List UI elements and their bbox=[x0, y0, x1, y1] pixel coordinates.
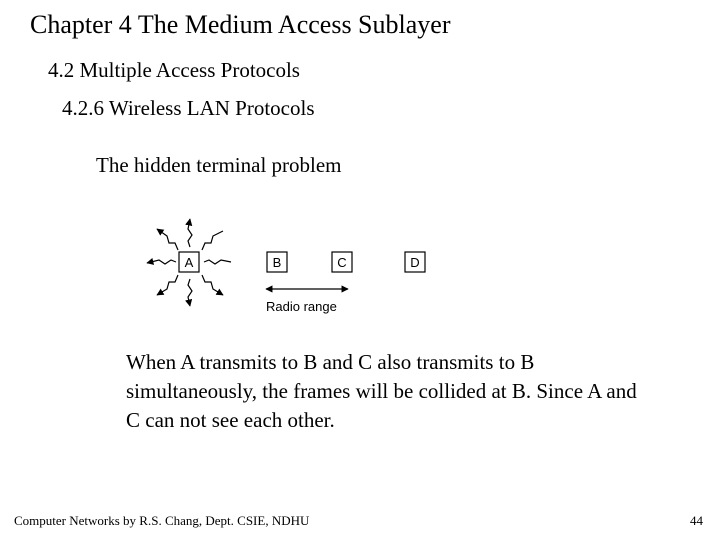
subsection-heading: 4.2.6 Wireless LAN Protocols bbox=[62, 96, 315, 120]
station-a-label: A bbox=[184, 255, 194, 270]
footer-credit: Computer Networks by R.S. Chang, Dept. CSIE, NDHU bbox=[14, 513, 310, 528]
wave-up-left bbox=[157, 229, 178, 250]
wave-right bbox=[204, 260, 231, 264]
explanation-text bbox=[126, 348, 720, 435]
station-d-label: D bbox=[410, 255, 420, 270]
station-c bbox=[332, 252, 352, 272]
explanation-line: C can not see each other. bbox=[126, 408, 335, 432]
section-heading: 4.2 Multiple Access Protocols bbox=[48, 58, 300, 82]
wave-down-left bbox=[157, 275, 178, 295]
chapter-title: Chapter 4 The Medium Access Sublayer bbox=[30, 10, 451, 39]
wave-down-right bbox=[202, 275, 223, 295]
wave-left bbox=[147, 260, 176, 264]
wave-up-right bbox=[202, 231, 223, 250]
page-number: 44 bbox=[690, 513, 703, 528]
radio-range-label: Radio range bbox=[266, 299, 337, 314]
hidden-terminal-diagram bbox=[135, 205, 435, 325]
explanation-line: When A transmits to B and C also transmits to B bbox=[126, 350, 535, 374]
station-a bbox=[179, 252, 199, 272]
wave-up bbox=[188, 219, 192, 247]
station-c-label: C bbox=[337, 255, 347, 270]
explanation-line: simultaneously, the frames will be collided at B. Since A and bbox=[126, 379, 637, 403]
topic-heading: The hidden terminal problem bbox=[96, 153, 342, 177]
station-b-label: B bbox=[272, 255, 282, 270]
station-d bbox=[405, 252, 425, 272]
wave-down bbox=[188, 279, 192, 306]
station-b bbox=[267, 252, 287, 272]
